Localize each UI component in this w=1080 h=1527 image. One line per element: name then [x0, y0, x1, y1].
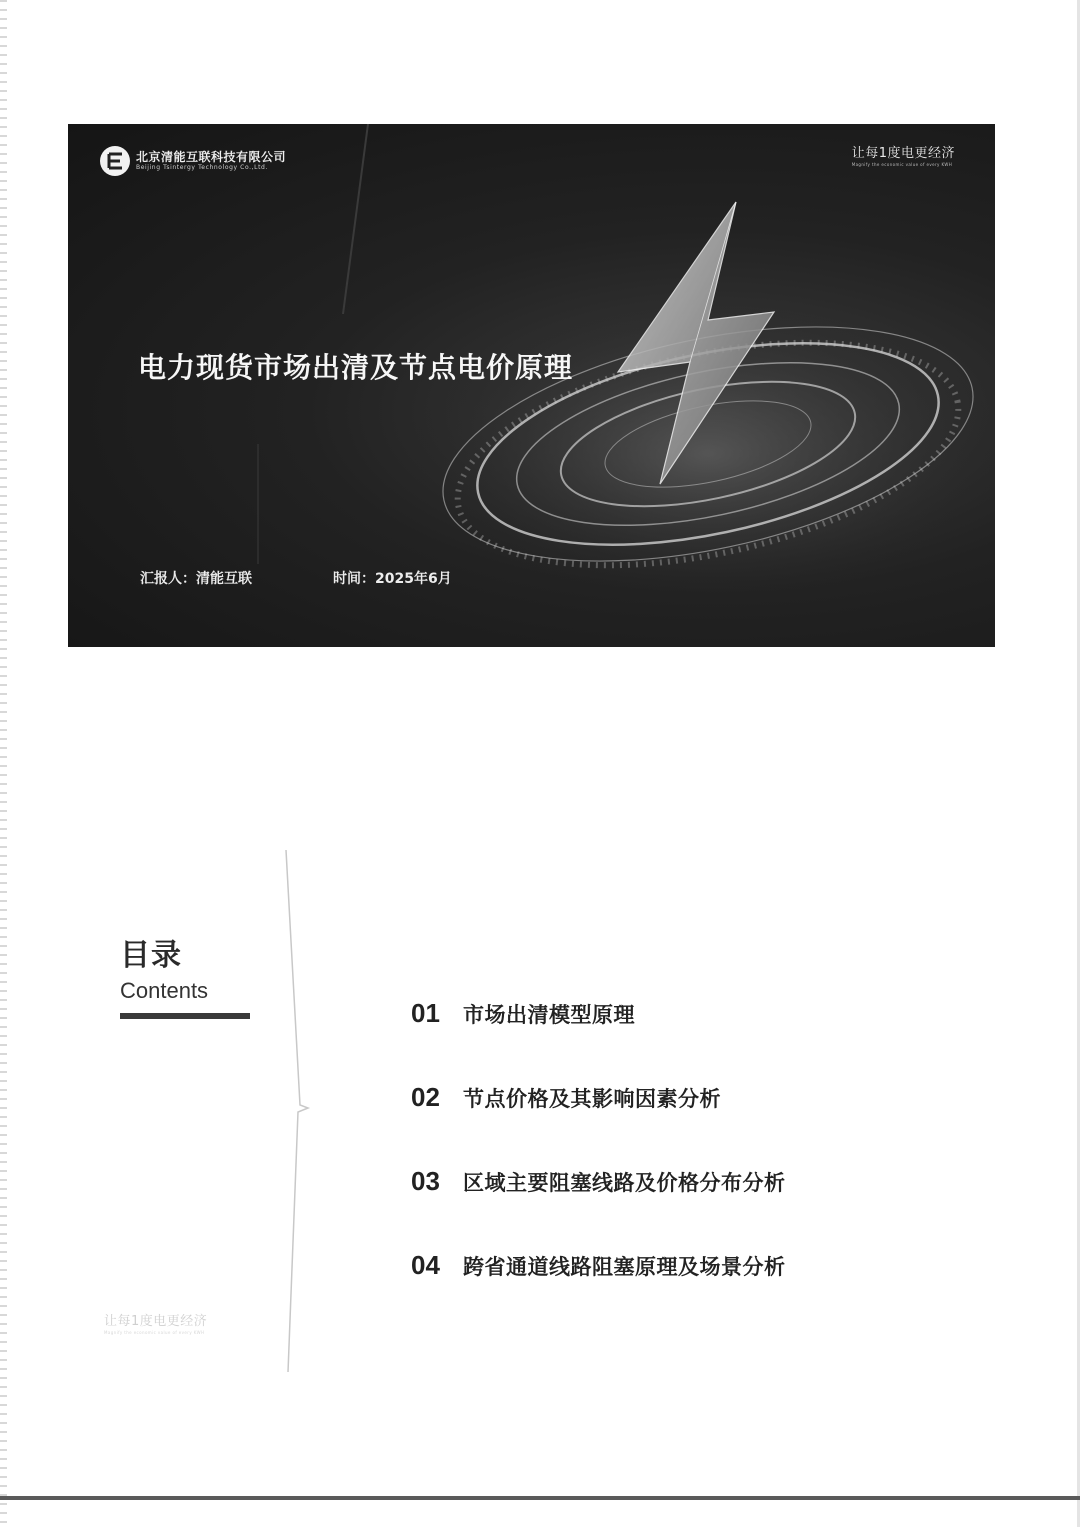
- toc-item[interactable]: [411, 1082, 721, 1113]
- toc-item-number: 01: [411, 998, 440, 1028]
- company-logo: [100, 146, 286, 176]
- footer-slogan-en: Magnify the economic value of every KWH: [104, 1330, 205, 1335]
- slogan-cn: 让每1度电更经济: [851, 146, 955, 161]
- toc-item[interactable]: [411, 1250, 786, 1281]
- toc-item[interactable]: [411, 1166, 786, 1197]
- toc-item-label: 市场出清模型原理: [463, 1002, 635, 1027]
- cover-title: 电力现货市场出清及节点电价原理: [138, 351, 574, 384]
- heading-underline: [120, 1013, 250, 1019]
- footer-slogan: [104, 1314, 207, 1336]
- toc-item-label: 区域主要阻塞线路及价格分布分析: [463, 1170, 786, 1195]
- toc-item-label: 节点价格及其影响因素分析: [463, 1086, 721, 1111]
- company-name-cn: 北京清能互联科技有限公司: [136, 150, 287, 164]
- page-edge-bottom: [0, 1496, 1080, 1500]
- toc-item[interactable]: [411, 998, 635, 1029]
- toc-item-number: 02: [411, 1082, 440, 1112]
- contents-subheading: Contents: [120, 978, 209, 1003]
- toc-item-number: 03: [411, 1166, 440, 1196]
- contents-slide: [68, 850, 995, 1372]
- footer-slogan-cn: 让每1度电更经济: [104, 1314, 208, 1329]
- slogan: [852, 146, 955, 168]
- cover-slide: [68, 124, 995, 647]
- page-edge-left: [0, 0, 7, 1527]
- toc-item-label: 跨省通道线路阻塞原理及场景分析: [463, 1254, 786, 1279]
- date-label: 时间：2025年6月: [333, 571, 452, 587]
- slogan-en: Magnify the economic value of every KWH: [851, 162, 953, 167]
- chevron-divider: [68, 850, 328, 1372]
- company-name-en: Beijing Tsintergy Technology Co.,Ltd.: [136, 164, 268, 171]
- toc-item-number: 04: [411, 1250, 440, 1280]
- company-logo-icon: [100, 146, 130, 176]
- reporter-label: 汇报人：清能互联: [140, 571, 252, 587]
- contents-heading: 目录: [120, 938, 182, 973]
